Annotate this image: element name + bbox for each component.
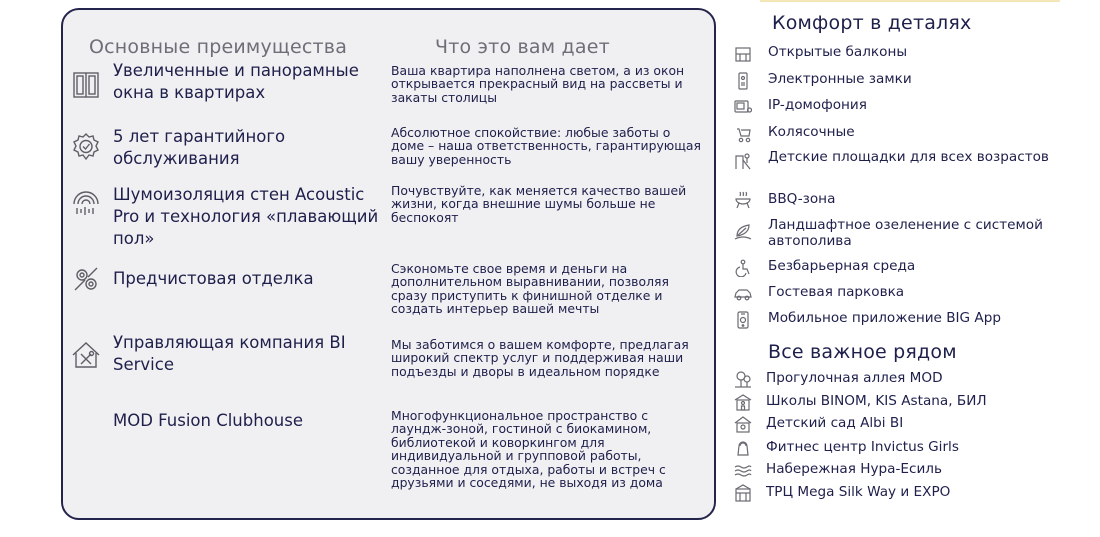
row-title-management: Управляющая компания BI Service [113,333,346,374]
row-desc-prefinish: Сэкономьте свое время и деньги на дополнительном выравнивании, позволяя сразу приступить к финишной отделке и создать интерьер вашей мечты [391,261,669,317]
header-benefit: Что это вам дает [435,36,610,58]
comfort-label: Электронные замки [768,71,912,87]
advantages-card [61,8,716,520]
window-icon [71,70,101,100]
nearby-label: Фитнес центр Invictus Girls [766,439,959,455]
mall-icon [734,484,752,502]
comfort-title: Комфорт в деталях [772,12,972,34]
house-service-icon [71,340,101,370]
accessibility-icon [734,259,752,277]
intercom-icon [734,98,752,116]
row-title-clubhouse: MOD Fusion Clubhouse [113,411,303,430]
row-title-soundproof: Шумоизоляция стен Acoustic Pro и технология «плавающий пол» [113,185,379,248]
bbq-icon [734,191,752,209]
soundproof-icon [71,188,101,218]
landscape-icon [734,222,752,240]
kindergarten-icon [734,415,752,433]
nearby-label: Прогулочная аллея MOD [766,370,943,386]
electronic-lock-icon [734,72,752,90]
school-icon [734,393,752,411]
right-column [730,0,1090,537]
park-icon [734,370,752,388]
nearby-label: ТРЦ Mega Silk Way и EXPO [766,484,951,500]
parking-icon [734,285,752,303]
row-title-prefinish: Предчистовая отделка [113,269,314,288]
comfort-label: Мобильное приложение BIG App [768,310,1001,326]
row-desc-clubhouse: Многофункциональное пространство с лаундж-зоной, гостиной с биокамином, библиотекой и коворкингом для индивидуальной и групповой работы, созданное для отдыха, работы и встреч с друзьями и соседями, не выходя из дома [391,408,666,491]
header-advantages: Основные преимущества [89,36,348,58]
comfort-label: Колясочные [768,124,855,140]
comfort-label: Ландшафтное озеленение с системой автополива [768,217,1043,249]
nearby-title: Все важное рядом [768,341,957,363]
balcony-icon [734,45,752,63]
waterfront-icon [734,461,752,479]
comfort-label: Безбарьерная среда [768,258,916,274]
comfort-label: Открытые балконы [768,44,908,60]
row-title-windows: Увеличенные и панорамные окна в квартирах [113,61,359,102]
nearby-label: Школы BINOM, KIS Astana, БИЛ [766,393,987,409]
comfort-label: BBQ-зона [768,191,836,207]
fitness-icon [734,439,752,457]
tools-icon [71,264,101,294]
row-desc-management: Мы заботимся о вашем комфорте, предлагая широкий спектр услуг и поддерживая наши подъезды и дворы в идеальном порядке [391,337,689,379]
nearby-label: Детский сад Albi BI [766,415,904,431]
row-desc-soundproof: Почувствуйте, как меняется качество вашей жизни, когда внешние шумы больше не беспокоят [391,183,687,225]
nearby-label: Набережная Нура-Есиль [766,461,942,477]
comfort-label: Гостевая парковка [768,284,905,300]
row-desc-warranty: Абсолютное спокойствие: любые заботы о доме – наша ответственность, гарантирующая вашу уверенность [391,125,701,167]
row-desc-windows: Ваша квартира наполнена светом, а из окон открывается прекрасный вид на рассветы и закаты столицы [391,63,685,105]
comfort-label: Детские площадки для всех возрастов [768,149,1049,165]
row-title-warranty: 5 лет гарантийного обслуживания [113,127,286,168]
warranty-badge-icon [71,132,101,162]
playground-icon [734,152,752,170]
comfort-label: IP-домофония [768,97,867,113]
mobile-app-icon [734,311,752,329]
stroller-icon [734,125,752,143]
